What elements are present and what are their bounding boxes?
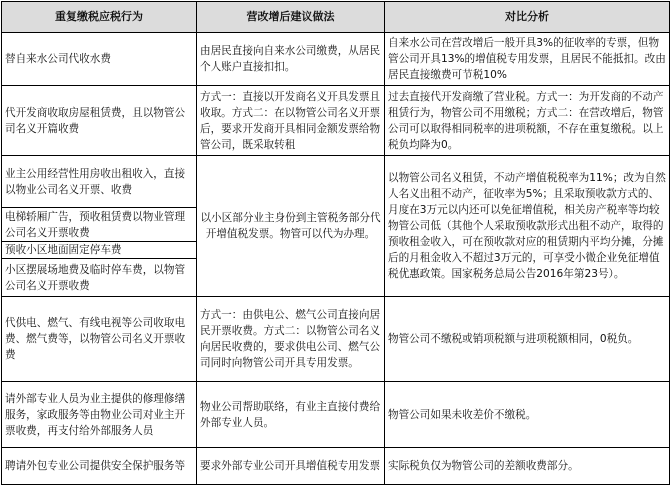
suggestion-cell: 物业公司帮助联络，有业主直接付费给外部专业人员。	[197, 382, 385, 448]
table-row	[2, 86, 670, 156]
behavior-cell: 电梯轿厢广告，预收租赁费以物业管理公司名义开票收费	[2, 208, 197, 242]
header-suggestion: 营改增后建议做法	[197, 2, 385, 33]
analysis-cell: 自来水公司在营改增后一般开具3%的征收率的专票，但物管公司开具13%的增值税专用发票，且居民不能抵扣。改由居民直接缴费可节税10%	[385, 33, 670, 86]
table-row	[2, 448, 670, 485]
suggestion-cell: 方式一：直接以开发商名义开具发票且收取。方式二：在以物管公司名义开票后，要求开发商开具相同金额发票给物管公司，既采取转租	[197, 86, 385, 156]
behavior-cell: 聘请外包专业公司提供安全保护服务等	[2, 448, 197, 485]
analysis-cell: 实际税负仅为物管公司的差额收费部分。	[385, 448, 670, 485]
header-analysis: 对比分析	[385, 2, 670, 33]
analysis-cell: 物管公司不缴税或销项税额与进项税额相同，0税负。	[385, 297, 670, 382]
table-row	[2, 382, 670, 448]
suggestion-cell: 方式一：由供电公、燃气公司直接向居民开票收费。方式二：以物管公司名义向居民收费的，要求供电公司、燃气公司同时向物管公司开具专用发票。	[197, 297, 385, 382]
behavior-cell: 代开发商收取房屋租赁费，且以物管公司名义开篇收费	[2, 86, 197, 156]
header-taxable-behavior: 重复缴税应税行为	[2, 2, 197, 33]
behavior-cell: 代供电、燃气、有线电视等公司收取电费、燃气费等，以物管公司名义开票收费	[2, 297, 197, 382]
analysis-cell: 过去直接代开发商缴了营业税。方式一：为开发商的不动产租赁行为，物管公司不用缴税；方式二：在营改增后，物管公司可以取得相同税率的进项税额，不存在重复缴税。以上税负均降为0。	[385, 86, 670, 156]
tax-comparison-table	[1, 1, 670, 485]
behavior-cell: 预收小区地面固定停车费	[2, 242, 197, 259]
table-row	[2, 156, 670, 208]
table-header-row	[2, 2, 670, 33]
analysis-cell: 以物管公司名义租赁，不动产增值税税率为11%；改为自然人名义出租不动产，征收率为5%；且采取预收款方式的、月度在3万元以内还可以免征增值税，相关房产税率等均较物管公司低（其他个人采取预收款形式出租不动产，取得的预收租金收入，可在预收款对应的租赁期内平均分摊，分摊后的月租金收入不超过3万元的，可享受小微企业免征增值税优惠政策。国家税务总局公告2016年第23号）。	[385, 156, 670, 297]
behavior-cell: 小区摆展场地费及临时停车费，以物管公司名义开票收费	[2, 259, 197, 297]
table-row	[2, 297, 670, 382]
suggestion-cell: 要求外部专业公司开具增值税专用发票	[197, 448, 385, 485]
behavior-cell: 替自来水公司代收水费	[2, 33, 197, 86]
behavior-cell: 请外部专业人员为业主提供的修理修缮服务，家政服务等由物业公司对业主开票收费，再支付给外部服务人员	[2, 382, 197, 448]
suggestion-cell: 由居民直接向自来水公司缴费，从居民个人账户直接扣扣。	[197, 33, 385, 86]
behavior-cell: 业主公用经营性用房收出租收入，直接以物业公司名义开票、收费	[2, 156, 197, 208]
suggestion-cell: 以小区部分业主身份到主管税务部分代开增值税发票。物管可以代为办理。	[197, 156, 385, 297]
table-row	[2, 33, 670, 86]
analysis-cell: 物管公司如果未收差价不缴税。	[385, 382, 670, 448]
